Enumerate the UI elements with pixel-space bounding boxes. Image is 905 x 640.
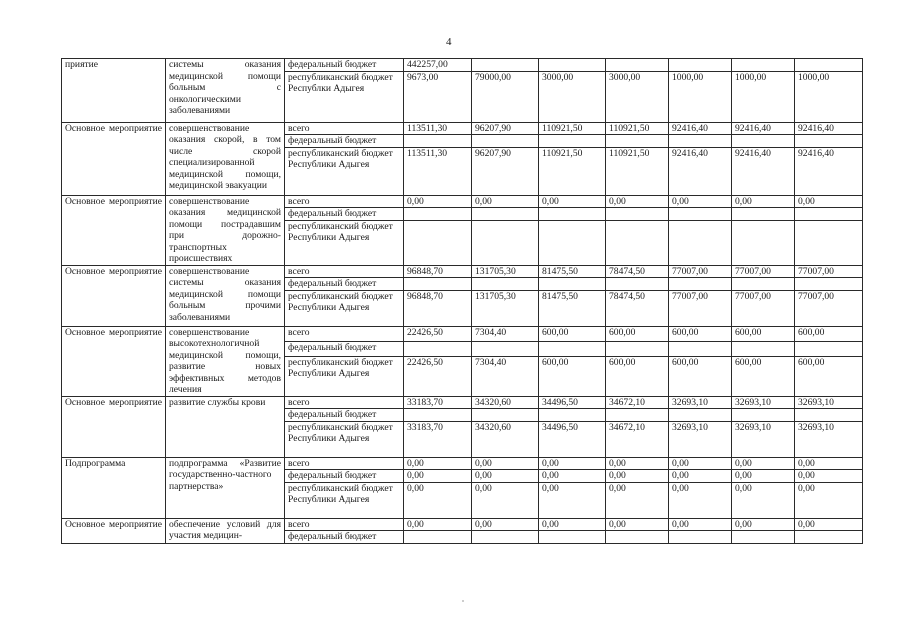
amount-cell: 77007,00 (732, 290, 795, 326)
amount-cell: 600,00 (795, 326, 863, 341)
amount-cell: 0,00 (606, 482, 669, 518)
amount-cell: 0,00 (539, 457, 606, 470)
amount-cell: 32693,10 (732, 421, 795, 457)
amount-cell: 0,00 (795, 482, 863, 518)
table-row (62, 122, 863, 135)
amount-cell (732, 220, 795, 265)
amount-cell (732, 341, 795, 356)
amount-cell: 79000,00 (472, 71, 539, 122)
amount-cell: 131705,30 (472, 265, 539, 278)
amount-cell (732, 278, 795, 291)
row-category: Основное мероприятие (62, 326, 166, 396)
table-row (62, 457, 863, 470)
amount-cell: 92416,40 (669, 122, 732, 135)
amount-cell (795, 341, 863, 356)
page-number: 4 (446, 36, 452, 48)
row-category: приятие (62, 59, 166, 123)
amount-cell: 0,00 (669, 457, 732, 470)
amount-cell: 0,00 (606, 518, 669, 531)
amount-cell (606, 531, 669, 544)
amount-cell: 113511,30 (404, 147, 472, 195)
funding-source: республиканский бюджет Республики Адыгея (285, 356, 404, 396)
funding-source: всего (285, 457, 404, 470)
funding-source: федеральный бюджет (285, 531, 404, 544)
funding-source: федеральный бюджет (285, 59, 404, 72)
amount-cell (539, 278, 606, 291)
amount-cell (795, 135, 863, 148)
amount-cell (472, 531, 539, 544)
amount-cell: 600,00 (606, 326, 669, 341)
amount-cell: 600,00 (732, 356, 795, 396)
amount-cell: 113511,30 (404, 122, 472, 135)
amount-cell (404, 208, 472, 221)
amount-cell: 92416,40 (732, 122, 795, 135)
funding-source: республиканский бюджет Республики Адыгея (285, 421, 404, 457)
row-description: развитие службы крови (166, 396, 285, 457)
amount-cell (472, 341, 539, 356)
amount-cell (606, 409, 669, 422)
funding-source: федеральный бюджет (285, 208, 404, 221)
amount-cell: 110921,50 (539, 122, 606, 135)
funding-source: федеральный бюджет (285, 278, 404, 291)
amount-cell: 32693,10 (732, 396, 795, 409)
table-row (62, 265, 863, 278)
funding-source: всего (285, 265, 404, 278)
amount-cell: 1000,00 (795, 71, 863, 122)
row-description: системы оказания медицинской помощи больным с онкологическими заболеваниями (166, 59, 285, 123)
amount-cell (539, 59, 606, 72)
amount-cell: 92416,40 (795, 147, 863, 195)
amount-cell (472, 208, 539, 221)
amount-cell: 92416,40 (795, 122, 863, 135)
amount-cell (669, 341, 732, 356)
funding-source: республиканский бюджет Республики Адыгея (285, 482, 404, 518)
amount-cell: 22426,50 (404, 356, 472, 396)
amount-cell: 0,00 (669, 470, 732, 483)
amount-cell: 0,00 (732, 457, 795, 470)
amount-cell (732, 135, 795, 148)
amount-cell: 0,00 (732, 482, 795, 518)
amount-cell: 0,00 (472, 457, 539, 470)
amount-cell: 32693,10 (669, 421, 732, 457)
amount-cell (732, 59, 795, 72)
amount-cell: 0,00 (732, 470, 795, 483)
amount-cell (539, 208, 606, 221)
amount-cell: 0,00 (732, 518, 795, 531)
row-category: Основное мероприятие (62, 265, 166, 326)
amount-cell: 33183,70 (404, 396, 472, 409)
amount-cell: 77007,00 (795, 290, 863, 326)
row-description: совершенствование системы оказания медицинской помощи больным прочими заболеваниями (166, 265, 285, 326)
amount-cell: 442257,00 (404, 59, 472, 72)
funding-source: федеральный бюджет (285, 409, 404, 422)
funding-source: всего (285, 326, 404, 341)
row-description: обеспечение условий для участия медицин- (166, 518, 285, 543)
budget-table (61, 58, 863, 544)
amount-cell: 600,00 (539, 326, 606, 341)
funding-source: республиканский бюджет Республки Адыгея (285, 71, 404, 122)
scan-dot (462, 600, 464, 602)
amount-cell: 32693,10 (669, 396, 732, 409)
amount-cell: 0,00 (539, 195, 606, 208)
row-category: Основное мероприятие (62, 396, 166, 457)
amount-cell: 96207,90 (472, 147, 539, 195)
amount-cell: 77007,00 (732, 265, 795, 278)
amount-cell: 0,00 (795, 457, 863, 470)
amount-cell: 32693,10 (795, 421, 863, 457)
amount-cell (606, 278, 669, 291)
amount-cell (404, 409, 472, 422)
amount-cell (669, 59, 732, 72)
amount-cell (404, 220, 472, 265)
amount-cell: 0,00 (472, 518, 539, 531)
amount-cell (472, 135, 539, 148)
amount-cell: 0,00 (669, 195, 732, 208)
amount-cell (795, 278, 863, 291)
amount-cell (669, 220, 732, 265)
amount-cell (404, 341, 472, 356)
amount-cell (404, 278, 472, 291)
table-row (62, 396, 863, 409)
amount-cell: 34320,60 (472, 421, 539, 457)
amount-cell (732, 531, 795, 544)
amount-cell (404, 531, 472, 544)
amount-cell: 22426,50 (404, 326, 472, 341)
amount-cell: 0,00 (472, 195, 539, 208)
amount-cell: 3000,00 (606, 71, 669, 122)
amount-cell: 0,00 (404, 470, 472, 483)
funding-source: федеральный бюджет (285, 341, 404, 356)
amount-cell: 600,00 (732, 326, 795, 341)
amount-cell: 32693,10 (795, 396, 863, 409)
amount-cell: 0,00 (795, 518, 863, 531)
amount-cell (669, 531, 732, 544)
amount-cell: 0,00 (404, 518, 472, 531)
amount-cell: 0,00 (795, 195, 863, 208)
amount-cell: 600,00 (606, 356, 669, 396)
amount-cell: 81475,50 (539, 290, 606, 326)
amount-cell: 0,00 (795, 470, 863, 483)
amount-cell: 600,00 (539, 356, 606, 396)
row-category: Основное мероприятие (62, 518, 166, 543)
amount-cell (606, 135, 669, 148)
amount-cell: 0,00 (404, 457, 472, 470)
amount-cell: 34496,50 (539, 421, 606, 457)
amount-cell (539, 409, 606, 422)
table-row (62, 195, 863, 208)
amount-cell: 0,00 (669, 482, 732, 518)
amount-cell: 78474,50 (606, 290, 669, 326)
table-row (62, 518, 863, 531)
amount-cell: 0,00 (606, 457, 669, 470)
amount-cell: 0,00 (404, 482, 472, 518)
amount-cell: 7304,40 (472, 356, 539, 396)
row-category: Основное мероприятие (62, 122, 166, 195)
amount-cell: 92416,40 (669, 147, 732, 195)
amount-cell: 34672,10 (606, 421, 669, 457)
amount-cell: 96848,70 (404, 265, 472, 278)
amount-cell: 34496,50 (539, 396, 606, 409)
amount-cell (539, 531, 606, 544)
funding-source: всего (285, 195, 404, 208)
amount-cell (606, 341, 669, 356)
table-row (62, 326, 863, 341)
amount-cell (472, 278, 539, 291)
funding-source: всего (285, 396, 404, 409)
funding-source: всего (285, 122, 404, 135)
amount-cell (669, 409, 732, 422)
amount-cell: 34672,10 (606, 396, 669, 409)
amount-cell (472, 59, 539, 72)
amount-cell: 96848,70 (404, 290, 472, 326)
amount-cell (795, 59, 863, 72)
funding-source: всего (285, 518, 404, 531)
amount-cell (795, 409, 863, 422)
amount-cell (732, 409, 795, 422)
amount-cell (795, 208, 863, 221)
amount-cell: 77007,00 (795, 265, 863, 278)
amount-cell: 110921,50 (606, 147, 669, 195)
amount-cell (539, 341, 606, 356)
funding-source: федеральный бюджет (285, 135, 404, 148)
table-row (62, 59, 863, 72)
table-body (62, 59, 863, 544)
amount-cell (606, 59, 669, 72)
funding-source: республиканский бюджет Республики Адыгея (285, 147, 404, 195)
amount-cell (472, 409, 539, 422)
amount-cell (669, 135, 732, 148)
amount-cell: 96207,90 (472, 122, 539, 135)
amount-cell: 7304,40 (472, 326, 539, 341)
amount-cell: 600,00 (669, 356, 732, 396)
row-description: подпрограмма «Развитие государственно-частного партнерства» (166, 457, 285, 518)
amount-cell: 0,00 (472, 482, 539, 518)
row-category: Основное мероприятие (62, 195, 166, 265)
row-description: совершенствование оказания медицинской помощи пострадавшим при дорожно-транспортных происшествиях (166, 195, 285, 265)
amount-cell: 600,00 (669, 326, 732, 341)
amount-cell: 600,00 (795, 356, 863, 396)
amount-cell: 3000,00 (539, 71, 606, 122)
amount-cell: 9673,00 (404, 71, 472, 122)
amount-cell: 78474,50 (606, 265, 669, 278)
amount-cell: 33183,70 (404, 421, 472, 457)
amount-cell (539, 135, 606, 148)
row-description: совершенствование высокотехнологичной медицинской помощи, развитие новых эффективных методов лечения (166, 326, 285, 396)
amount-cell (669, 208, 732, 221)
amount-cell (795, 531, 863, 544)
amount-cell (606, 208, 669, 221)
amount-cell (669, 278, 732, 291)
amount-cell (606, 220, 669, 265)
amount-cell (539, 220, 606, 265)
amount-cell: 131705,30 (472, 290, 539, 326)
amount-cell: 1000,00 (669, 71, 732, 122)
funding-source: республиканский бюджет Республики Адыгея (285, 220, 404, 265)
amount-cell: 77007,00 (669, 290, 732, 326)
amount-cell: 0,00 (732, 195, 795, 208)
amount-cell: 1000,00 (732, 71, 795, 122)
funding-source: федеральный бюджет (285, 470, 404, 483)
amount-cell: 0,00 (669, 518, 732, 531)
amount-cell: 110921,50 (539, 147, 606, 195)
amount-cell (795, 220, 863, 265)
amount-cell (732, 208, 795, 221)
amount-cell: 77007,00 (669, 265, 732, 278)
amount-cell: 0,00 (606, 470, 669, 483)
amount-cell: 0,00 (539, 482, 606, 518)
amount-cell (472, 220, 539, 265)
amount-cell: 92416,40 (732, 147, 795, 195)
row-description: совершенствование оказания скорой, в том числе скорой специализированной медицинской помощи, медицинской эвакуации (166, 122, 285, 195)
amount-cell (404, 135, 472, 148)
amount-cell: 0,00 (606, 195, 669, 208)
amount-cell: 81475,50 (539, 265, 606, 278)
row-category: Подпрограмма (62, 457, 166, 518)
amount-cell: 0,00 (539, 518, 606, 531)
amount-cell: 34320,60 (472, 396, 539, 409)
amount-cell: 0,00 (539, 470, 606, 483)
amount-cell: 0,00 (472, 470, 539, 483)
amount-cell: 110921,50 (606, 122, 669, 135)
funding-source: республиканский бюджет Республики Адыгея (285, 290, 404, 326)
amount-cell: 0,00 (404, 195, 472, 208)
